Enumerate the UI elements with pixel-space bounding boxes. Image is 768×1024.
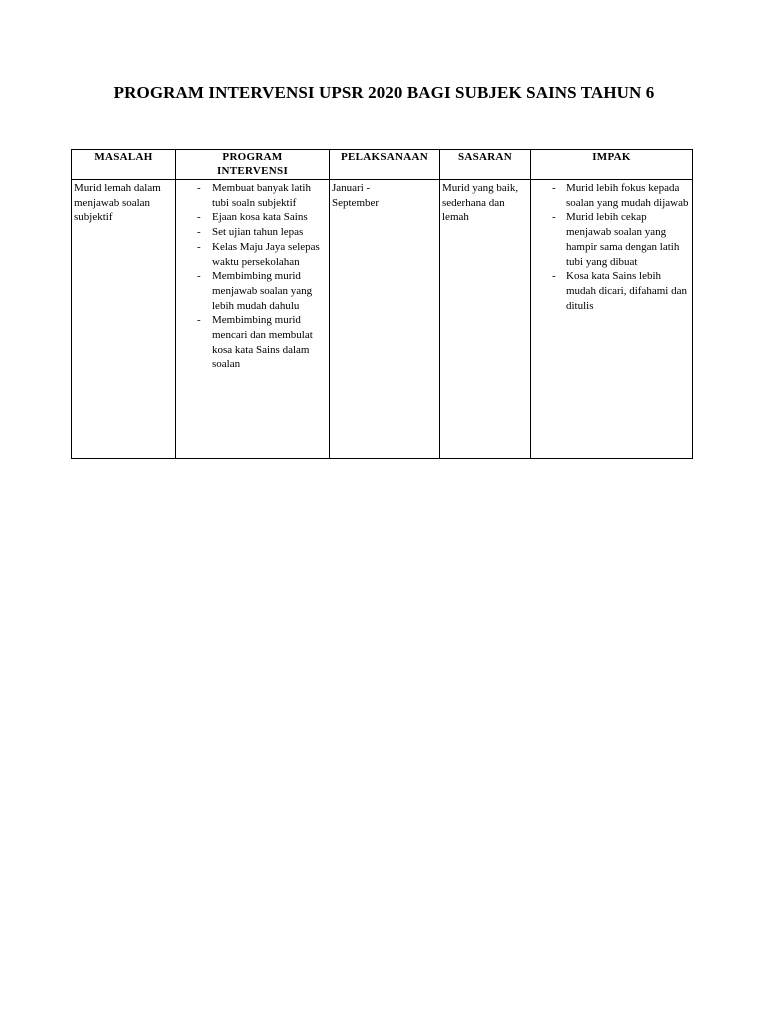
header-program-line1: PROGRAM [222,151,283,163]
sasaran-text: Murid yang baik, sederhana dan lemah [442,182,519,224]
header-pelaksanaan: PELAKSANAAN [330,150,440,180]
header-impak: IMPAK [531,150,693,180]
list-item: - Murid lebih fokus kepada soalan yang mudah dijawab [533,181,690,210]
header-sasaran: SASARAN [440,150,531,180]
header-program-line2: INTERVENSI [216,164,289,177]
table-header-row [72,150,693,180]
cell-pelaksanaan [330,180,440,459]
program-intervensi-list [178,181,327,372]
list-item: - Set ujian tahun lepas [178,225,327,240]
masalah-text: Murid lemah dalam menjawab soalan subjektif [74,182,161,224]
list-item: - Ejaan kosa kata Sains [178,210,327,225]
table-row [72,180,693,459]
cell-sasaran [440,180,531,459]
list-item: - Membimbing murid menjawab soalan yang lebih mudah dahulu [178,269,327,313]
cell-impak [531,180,693,459]
list-item: - Membuat banyak latih tubi soaln subjektif [178,181,327,210]
header-masalah: MASALAH [72,150,176,180]
intervention-table [71,149,693,459]
list-item: - Murid lebih cekap menjawab soalan yang hampir sama dengan latih tubi yang dibuat [533,210,690,269]
impak-list [533,181,690,313]
cell-program-intervensi [176,180,330,459]
list-item: - Membimbing murid mencari dan membulat kosa kata Sains dalam soalan [178,313,327,372]
header-program-intervensi [176,150,330,180]
cell-masalah [72,180,176,459]
pelaksanaan-text: Januari - September [332,182,380,209]
page-title: PROGRAM INTERVENSI UPSR 2020 BAGI SUBJEK SAINS TAHUN 6 [113,83,655,102]
list-item: - Kelas Maju Jaya selepas waktu persekolahan [178,240,327,269]
list-item: - Kosa kata Sains lebih mudah dicari, difahami dan ditulis [533,269,690,313]
